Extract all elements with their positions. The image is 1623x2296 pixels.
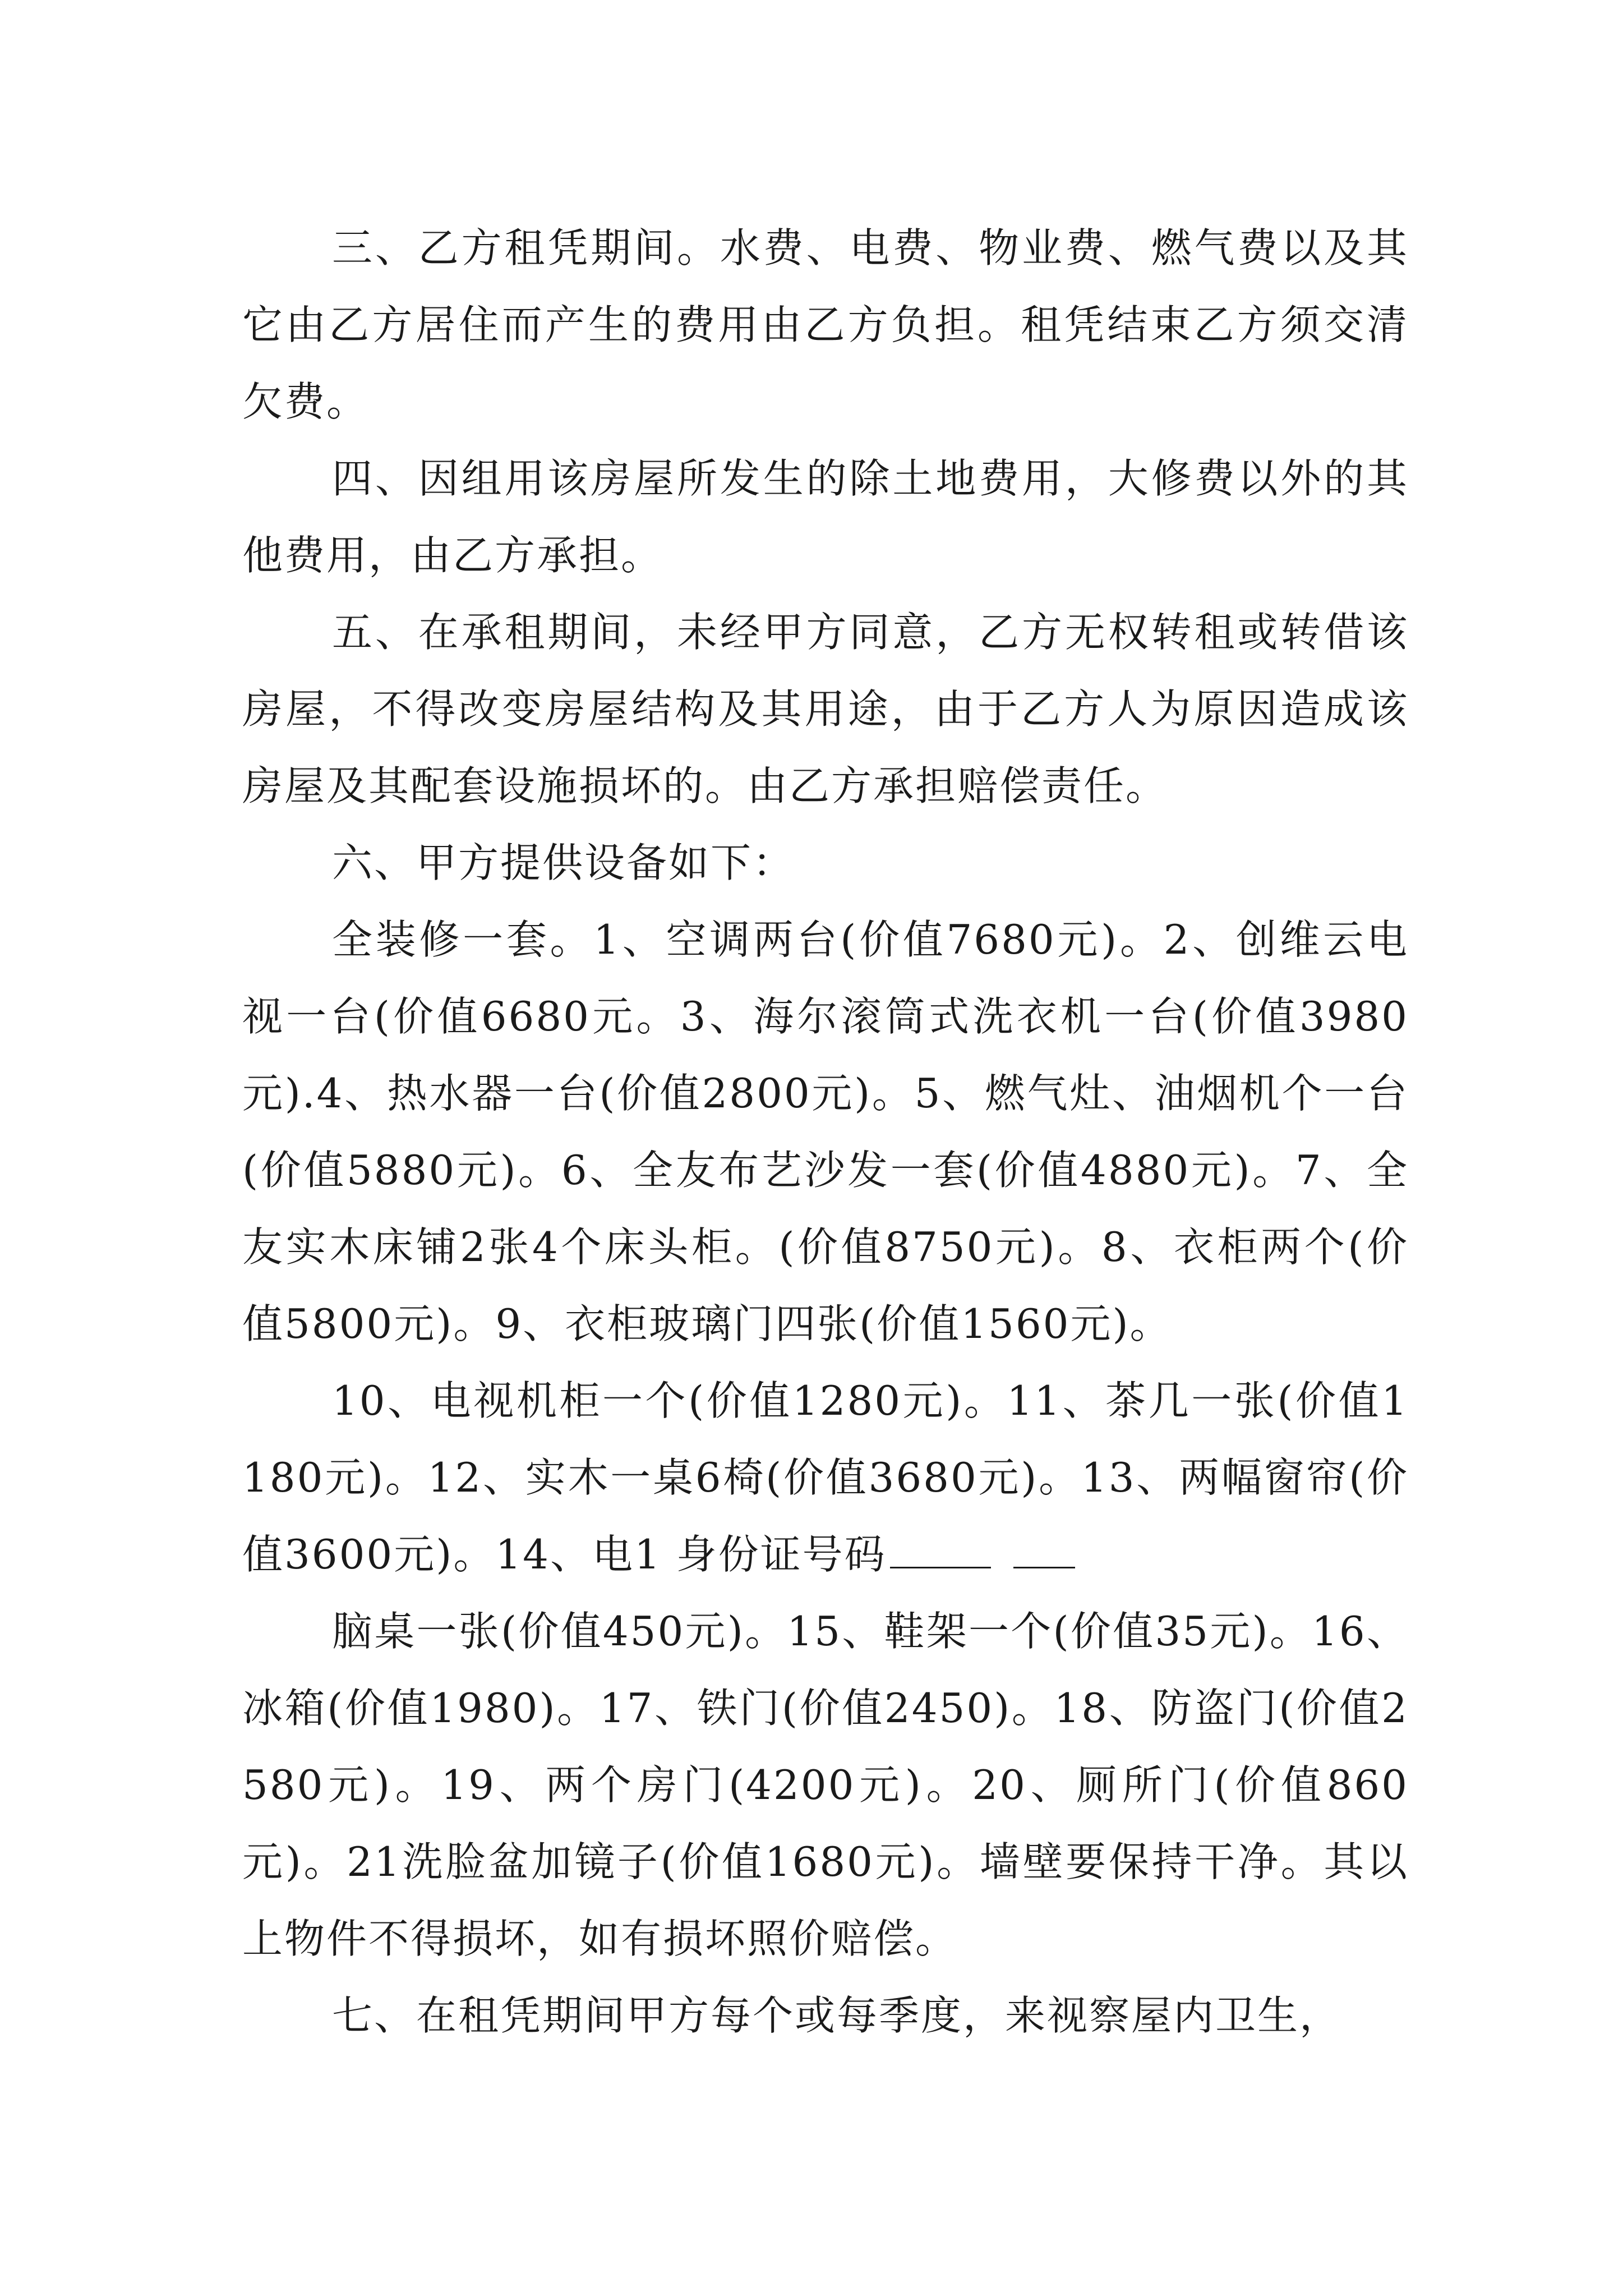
equipment-list-part-2 <box>242 1363 1409 1593</box>
equipment-list-part-2-text: 10、电视机柜一个(价值1280元)。11、茶几一张(价值1180元)。12、实木一桌6椅(价值3680元)。13、两幅窗帘(价值3600元)。14、电1 身份证号码 <box>242 1377 1409 1578</box>
clause-7-inspection: 七、在租凭期间甲方每个或每季度，来视察屋内卫生， <box>332 1992 1342 2039</box>
clause-6-equipment-heading: 六、甲方提供设备如下： <box>332 839 795 886</box>
clause-4-other-costs: 四、因组用该房屋所发生的除土地费用，大修费以外的其他费用，由乙方承担。 <box>242 455 1409 579</box>
equipment-list-part-1: 全装修一套。1、空调两台(价值7680元)。2、创维云电视一台(价值6680元。3、海尔滚筒式洗衣机一台(价值3980元).4、热水器一台(价值2800元)。5、燃气灶、油烟机个一台(价值5880元)。6、全友布艺沙发一套(价值4880元)。7、全友实木床铺2张4个床头柜。(价值8750元)。8、衣柜两个(价值5800元)。9、衣柜玻璃门四张(价值1560元)。 <box>242 916 1409 1347</box>
id-number-blank <box>890 1533 991 1568</box>
equipment-list-part-3: 脑桌一张(价值450元)。15、鞋架一个(价值35元)。16、冰箱(价值1980)。17、铁门(价值2450)。18、防盗门(价值2580元)。19、两个房门(4200元)。20、厕所门(价值860元)。21洗脸盆加镜子(价值1680元)。墙壁要保持干净。其以上物件不得损坏，如有损坏照价赔偿。 <box>242 1608 1409 1962</box>
document-body <box>242 210 1409 2054</box>
clause-5-sublet-prohibition: 五、在承租期间，未经甲方同意，乙方无权转租或转借该房屋，不得改变房屋结构及其用途，由于乙方人为原因造成该房屋及其配套设施损坏的。由乙方承担赔偿责任。 <box>242 609 1409 809</box>
id-number-blank-2 <box>1013 1533 1075 1568</box>
clause-3-utilities: 三、乙方租凭期间。水费、电费、物业费、燃气费以及其它由乙方居住而产生的费用由乙方负担。租凭结束乙方须交清欠费。 <box>242 224 1409 425</box>
